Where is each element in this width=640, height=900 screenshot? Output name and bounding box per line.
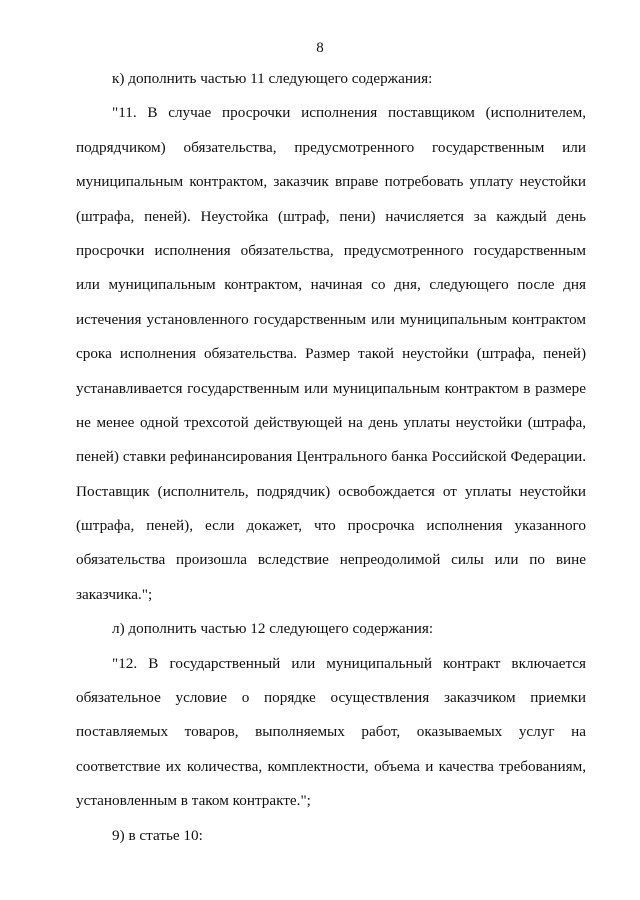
text-line: истечения установленного государственным или муниципальным контрактом [76,310,586,328]
text-line: л) дополнить частью 12 следующего содержания: [112,620,434,638]
text-line: подрядчиком) обязательства, предусмотренного государственным или [76,138,586,156]
text-line: обязательства произошла вследствие непреодолимой силы или по вине [76,551,586,569]
paragraph-item-9 [76,819,586,853]
text-line: просрочки исполнения обязательства, предусмотренного государственным [76,241,586,259]
text-line: устанавливается государственным или муниципальным контрактом в размере [76,379,586,397]
text-line: "11. В случае просрочки исполнения поставщиком (исполнителем, [112,104,586,122]
page-number: 8 [316,40,324,56]
text-line: к) дополнить частью 11 следующего содержания: [112,70,433,87]
text-line: (штрафа, пеней), если докажет, что просрочка исполнения указанного [76,517,586,535]
text-line: не менее одной трехсотой действующей на день уплаты неустойки (штрафа, [76,413,586,431]
text-line: "12. В государственный или муниципальный контракт включается [112,654,586,672]
text-line: заказчика."; [76,585,153,603]
text-line: (штрафа, пеней). Неустойка (штраф, пени) начисляется за каждый день [76,207,586,225]
text-line: поставляемых товаров, выполняемых работ, оказываемых услуг на [76,723,586,741]
text-line: обязательное условие о порядке осуществления заказчиком приемки [76,689,586,707]
text-line: пеней) ставки рефинансирования Центрального банка Российской Федерации. [76,448,586,466]
text-line: Поставщик (исполнитель, подрядчик) освобождается от уплаты неустойки [76,482,586,500]
paragraph-l-heading [76,612,586,646]
text-line: или муниципальным контрактом, начиная со дня, следующего после дня [76,276,586,294]
text-line: 9) в статье 10: [112,826,203,844]
text-line: установленным в таком контракте."; [76,792,311,810]
document-body [76,62,586,853]
text-line: срока исполнения обязательства. Размер такой неустойки (штрафа, пеней) [76,345,586,363]
paragraph-part-12 [76,647,586,819]
paragraph-k-heading [76,62,586,96]
text-line: соответствие их количества, комплектности, объема и качества требованиям, [76,757,586,775]
paragraph-part-11 [76,96,586,612]
text-line: муниципальным контрактом, заказчик вправе потребовать уплату неустойки [76,173,586,191]
